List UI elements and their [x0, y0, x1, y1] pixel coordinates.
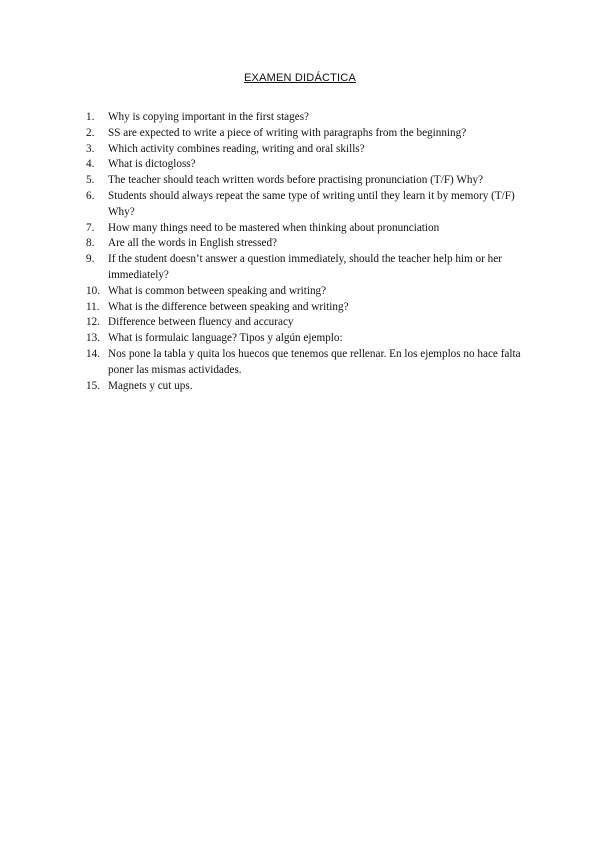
- question-text: Students should always repeat the same type of writing until they learn it by memory (T/F) Why?: [108, 189, 515, 218]
- question-text: What is dictogloss?: [108, 158, 196, 171]
- question-number: 12.: [86, 316, 100, 329]
- question-number: 10.: [86, 284, 100, 297]
- question-text: Nos pone la tabla y quita los huecos que tenemos que rellenar. En los ejemplos no hace falta poner las mismas actividades.: [108, 347, 521, 376]
- question-item: [86, 284, 531, 300]
- question-text: Which activity combines reading, writing and oral skills?: [108, 142, 365, 155]
- question-text: What is common between speaking and writing?: [108, 284, 327, 297]
- question-number: 8.: [86, 237, 95, 250]
- question-text: Why is copying important in the first stages?: [108, 111, 310, 123]
- question-item: [86, 315, 531, 331]
- question-text: If the student doesn’t answer a question immediately, should the teacher help him or her immediately?: [108, 253, 502, 281]
- question-number: 3.: [86, 142, 95, 155]
- question-item: [86, 142, 531, 158]
- question-number: 7.: [86, 221, 95, 234]
- question-item: [86, 252, 531, 284]
- question-number: 2.: [86, 126, 95, 139]
- question-item: [86, 126, 531, 142]
- question-number: 15.: [86, 379, 100, 392]
- question-number: 1.: [86, 111, 95, 123]
- question-text: Magnets y cut ups.: [108, 379, 193, 392]
- question-item: [86, 236, 531, 252]
- question-item: [86, 379, 531, 395]
- question-item: [86, 347, 531, 379]
- question-number: 6.: [86, 189, 95, 202]
- document-title: EXAMEN DIDÁCTICA: [244, 72, 356, 84]
- question-item: [86, 189, 531, 221]
- question-item: [86, 110, 531, 126]
- question-list: [86, 110, 531, 394]
- question-item: [86, 331, 531, 347]
- question-number: 4.: [86, 158, 95, 171]
- question-text: How many things need to be mastered when thinking about pronunciation: [108, 221, 440, 234]
- question-number: 14.: [86, 347, 100, 360]
- question-text: What is formulaic language? Tipos y algún ejemplo:: [108, 332, 343, 345]
- question-item: [86, 300, 531, 316]
- question-item: [86, 221, 531, 237]
- question-text: Are all the words in English stressed?: [108, 237, 278, 250]
- question-item: [86, 173, 531, 189]
- question-text: SS are expected to write a piece of writing with paragraphs from the beginning?: [108, 126, 467, 139]
- question-number: 5.: [86, 174, 95, 187]
- question-text: Difference between fluency and accuracy: [108, 316, 294, 329]
- question-text: What is the difference between speaking and writing?: [108, 300, 349, 313]
- question-number: 13.: [86, 332, 100, 345]
- question-number: 11.: [86, 300, 100, 313]
- question-item: [86, 157, 531, 173]
- question-text: The teacher should teach written words before practising pronunciation (T/F) Why?: [108, 174, 484, 187]
- question-number: 9.: [86, 253, 95, 266]
